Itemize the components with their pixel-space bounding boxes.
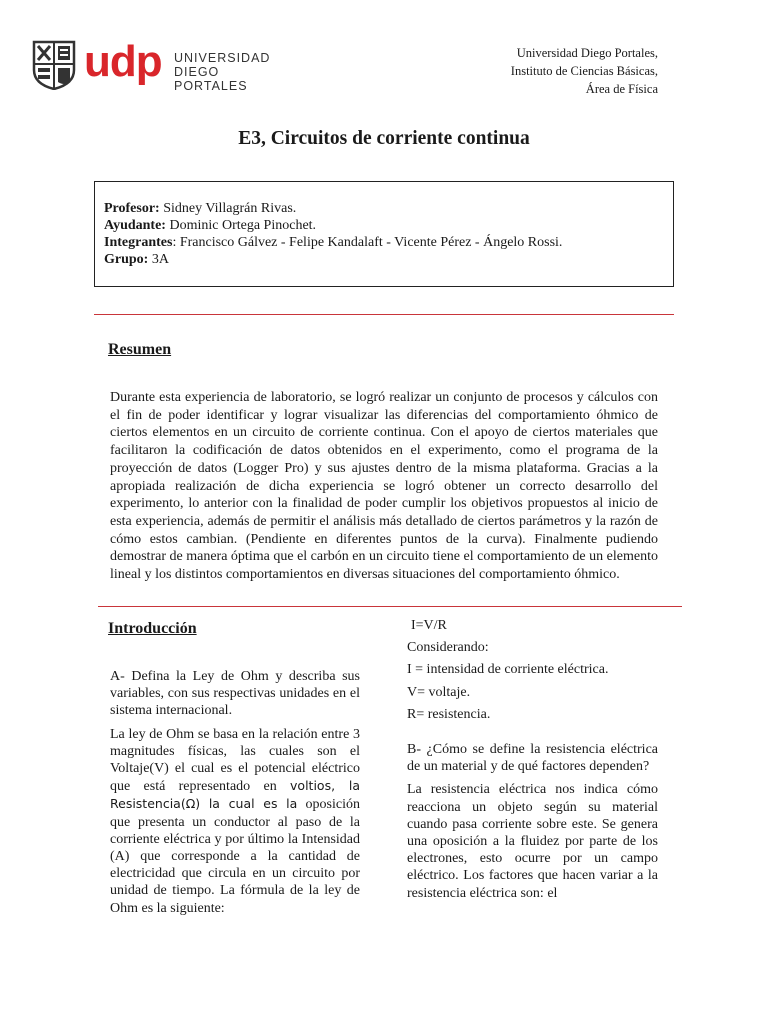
ayudante-label: Ayudante: <box>104 218 166 233</box>
udp-logo <box>32 37 271 93</box>
integrantes-value: : Francisco Gálvez - Felipe Kandalaft - Vicente Pérez - Ángelo Rossi. <box>172 235 563 250</box>
resumen-heading: Resumen <box>108 341 172 358</box>
question-a: A- Defina la Ley de Ohm y describa sus variables, con sus respectivas unidades en el sistema internacional. <box>110 669 360 719</box>
university-crest-icon <box>32 40 76 90</box>
definition-i: I = intensidad de corriente eléctrica. <box>407 662 609 678</box>
profesor-value: Sidney Villagrán Rivas. <box>163 201 297 216</box>
ohm-formula: I=V/R <box>411 618 447 633</box>
resumen-body: Durante esta experiencia de laboratorio, se logró realizar un conjunto de procesos y cálculos con el fin de poder identificar y lograr visualizar las diferencias del comportamiento óhmico de ciertos elementos en un circuito de corriente continua. Con el apoyo de ciertos materiales que facilitaron la codificación de datos obtenidos en el experimento, como el programa de la proyección de datos (Logger Pro) y sus ajustes dentro de la misma plataforma. Gracias a la apropiada realización de dicha experiencia se logró obtener un correcto desarrollo del experimento, lo anterior con la finalidad de poder cumplir los objetivos propuestos al inicio de esta experiencia, además de permitir el análisis más detallado de ciertos parámetros y la razón de cómo estos cambian. (Pendiente en diferentes puntos de la curva). Finalmente pudiendo demostrar de manera óptima que el carbón en un circuito tiene el comportamiento de un elemento lineal y los distintos comportamientos en diversas situaciones del comportamiento óhmico. <box>110 390 658 583</box>
grupo-value: 3A <box>151 252 169 267</box>
info-box <box>94 181 674 287</box>
section-divider-1 <box>94 314 674 315</box>
logo-udp-wordmark: udp <box>84 37 162 86</box>
profesor-label: Profesor: <box>104 201 160 216</box>
logo-line-2: DIEGO PORTALES <box>174 65 248 93</box>
institution-line-3: Área de Física <box>585 82 658 96</box>
question-b: B- ¿Cómo se define la resistencia eléctrica de un material y de qué factores dependen? <box>407 742 658 775</box>
integrantes-label: Integrantes <box>104 235 173 250</box>
answer-a <box>110 726 360 917</box>
answer-a-part-3: oposición que presenta un conductor al paso de la corriente eléctrica y por último la Intensidad (A) que corresponde a la cantidad de electricidad que circula en un circuito por unidad de tiempo. La fórmula de la ley de Ohm es la siguiente: <box>110 797 360 916</box>
introduccion-heading: Introducción <box>108 620 197 637</box>
definition-r: R= resistencia. <box>407 706 491 722</box>
integrantes-row <box>104 234 673 251</box>
answer-a-part-2: voltios, la Resistencia(Ω) la cual es la <box>110 778 360 812</box>
considerando-label: Considerando: <box>407 640 489 656</box>
section-divider-2 <box>98 606 682 607</box>
definition-v: V= voltaje. <box>407 684 471 700</box>
answer-a-part-1: La ley de Ohm se basa en la relación entre 3 magnitudes físicas, las cuales son el Voltaje(V) el cual es el potencial eléctrico que está representado en <box>110 726 360 795</box>
institution-line-1: Universidad Diego Portales, <box>516 46 658 60</box>
institution-line-2: Instituto de Ciencias Básicas, <box>510 64 658 78</box>
intro-left-column <box>110 668 360 917</box>
answer-b: La resistencia eléctrica nos indica cómo reacciona un objeto según su material cuando pasa corriente sobre este. Se genera una oposición a la fluidez por parte de los electrones, esto ocurre por un campo eléctrico. Los factores que hacen variar a la resistencia eléctrica son: el <box>407 782 658 901</box>
intro-right-column <box>407 617 658 902</box>
grupo-label: Grupo: <box>104 252 149 267</box>
institution-block <box>511 44 658 98</box>
document-title: E3, Circuitos de corriente continua <box>238 128 530 149</box>
grupo-row <box>104 251 673 268</box>
ayudante-row <box>104 217 673 234</box>
logo-line-1: UNIVERSIDAD <box>174 51 271 65</box>
profesor-row <box>104 200 673 217</box>
ayudante-value: Dominic Ortega Pinochet. <box>169 218 317 233</box>
